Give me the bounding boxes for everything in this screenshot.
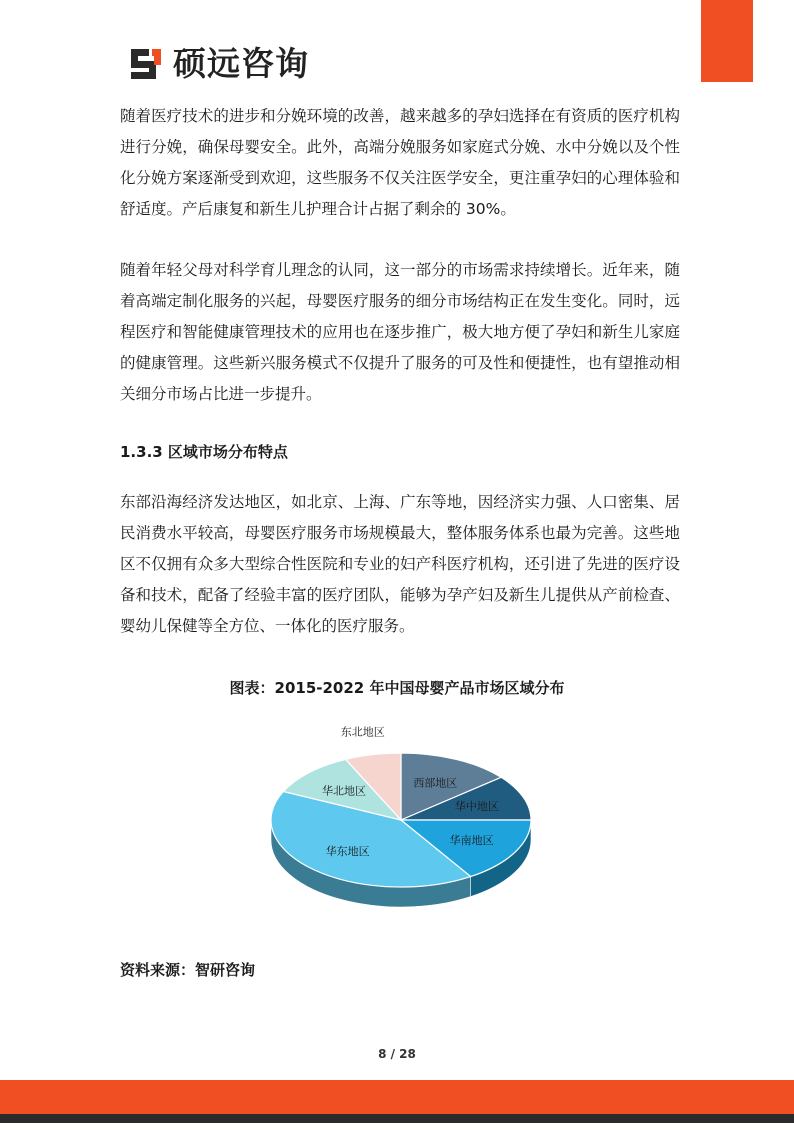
section-heading: 1.3.3 区域市场分布特点 [120,443,288,461]
corner-accent-block [701,0,753,82]
pie-label-3: 华东地区 [325,845,370,859]
pie-label-4: 华北地区 [322,784,367,798]
footer-dark-strip [0,1114,794,1123]
page-number: 8 / 28 [378,1047,416,1061]
logo-text: 硕远咨询 [173,44,309,83]
pie-label-5: 东北地区 [340,725,385,739]
pie-label-1: 华中地区 [454,799,499,813]
brand-logo [127,44,309,84]
chart-title: 图表：2015-2022 年中国母婴产品市场区域分布 [229,679,565,697]
pie-label-0: 西部地区 [413,776,458,790]
source-note: 资料来源：智研咨询 [120,961,256,979]
pie-label-2: 华南地区 [449,834,494,848]
paragraph-regional-distribution: 东部沿海经济发达地区，如北京、上海、广东等地，因经济实力强、人口密集、居民消费水平较高，母婴医疗服务市场规模最大，整体服务体系也最为完善。这些地区不仅拥有众多大型综合性医院和专业的妇产科医疗机构，还引进了先进的医疗设备和技术，配备了经验丰富的医疗团队，能够为孕产妇及新生儿提供从产前检查、婴幼儿保健等全方位、一体化的医疗服务。 [120,493,680,635]
s-logo-icon [127,45,165,83]
pie-chart [244,723,549,931]
footer-bar [0,1080,794,1114]
paragraph-market-demand: 随着年轻父母对科学育儿理念的认同，这一部分的市场需求持续增长。近年来，随着高端定制化服务的兴起，母婴医疗服务的细分市场结构正在发生变化。同时，远程医疗和智能健康管理技术的应用也在逐步推广，极大地方便了孕妇和新生儿家庭的健康管理。这些新兴服务模式不仅提升了服务的可及性和便捷性，也有望推动相关细分市场占比进一步提升。 [120,261,680,403]
paragraph-delivery-services: 随着医疗技术的进步和分娩环境的改善，越来越多的孕妇选择在有资质的医疗机构进行分娩，确保母婴安全。此外，高端分娩服务如家庭式分娩、水中分娩以及个性化分娩方案逐渐受到欢迎，这些服务不仅关注医学安全，更注重孕妇的心理体验和舒适度。产后康复和新生儿护理合计占据了剩余的 30%。 [120,107,680,218]
